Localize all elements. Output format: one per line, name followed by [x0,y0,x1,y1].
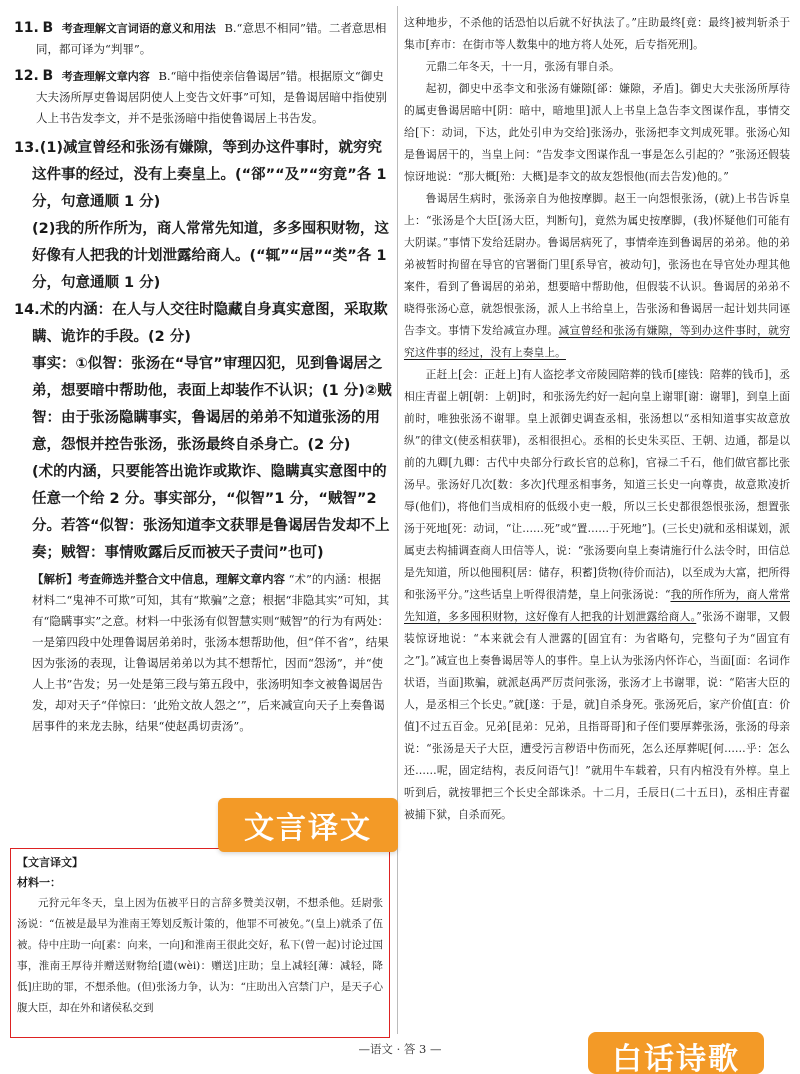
paragraph-text-end: ”张汤不谢罪，又假装惊讶地说：“本来就会有人泄露的[固宜有：为省略句，完整句子为“固宜有之”]。”减宣也上奏鲁谒居等人的事件。皇上认为张汤内怀诈心，当面[面：名词作状语，当面]欺骗，就派赵禹严厉责问张汤，张汤才上书谢罪，说：“陷害大臣的人，是丞相三个长史。”就[遂：于是，就]自杀身死。张汤死后，家产价值[直：价值]不过五百金。兄弟[昆弟：兄弟，且指哥哥]和子侄们要厚葬张汤，张汤的母亲说：“张汤是天子大臣，遭受污言秽语中伤而死，怎么还厚葬呢[何……乎：怎么还……呢，固定结构，表反问语气]！”就用牛车载着，只有内棺没有外椁。皇上听到后，就按罪把三个长史全部诛杀。十二月，壬辰日(二十五日)，丞相庄青翟被捕下狱，自杀而死。 [404,610,790,821]
answer-13-part-2: (2)我的所作所为，商人常常先知道，多多囤积财物，这好像有人把我的计划泄露给商人。(“辄”“居”“类”各 1 分，句意通顺 1 分) [32,221,389,291]
paragraph-1 [404,12,790,56]
paragraph-text: 这种地步，不杀他的话恐怕以后就不好执法了。”庄助最终[竟：最终]被判斩杀于集市[弃市：在街市等人数集中的地方将人处死，后专指死刑]。 [404,16,790,51]
answer-letter: B [42,68,54,84]
question-focus: 考查理解文章内容 [61,70,150,83]
answer-14-part-3: (术的内涵，只要能答出诡诈或欺诈、隐瞒真实意图中的任意一个给 2 分。事实部分，“似智”1 分，“贼智”2 分。若答“似智：张汤知道李文获罪是鲁谒居告发却不上奏；贼智：事情败露后反而被天子责问”也可) [32,464,390,561]
answer-text: 术的内涵：在人与人交往时隐藏自身真实意图，采取欺瞒、诡诈的手段。(2 分) [32,302,388,345]
analysis-title: 考查筛选并整合文中信息，理解文章内容 [78,572,285,586]
paragraph-2: 元鼎二年冬天，十一月，张汤有罪自杀。 [425,60,620,73]
column-divider [397,6,398,1034]
question-number: 11. [14,20,39,36]
question-number: 13. [14,140,40,156]
baihua-poetry-badge: 白话诗歌 [588,1032,764,1074]
answer-13-part-1 [14,135,392,216]
answer-14 [14,297,392,567]
paragraph-4 [404,188,790,364]
paragraph-5 [404,364,790,826]
translation-box [10,848,390,1038]
answer-11 [14,18,392,60]
answer-text: (1)减宣曾经和张汤有嫌隙，等到办这件事时，就穷究这件事的经过，没有上奏皇上。(“郤”“及”“穷竟”各 1 分，句意通顺 1 分) [32,140,387,210]
page-footer: —语文 · 答 3 — [358,1042,442,1056]
analysis [14,569,392,737]
answer-letter: B [42,20,54,36]
answer-13 [14,135,392,297]
paragraph-3: 起初，御史中丞李文和张汤有嫌隙[郤：嫌隙，矛盾]。御史大夫张汤所厚待的属吏鲁谒居暗中[阴：暗中，暗地里]派人上书皇上急告李文图谋作乱，事情交给[下：动词，下达，此处引申为交给]张汤办，张汤把李文判成死罪。张汤心知是鲁谒居干的，当皇上问：“告发李文图谋作乱一事是怎么引起的？”张汤还假装惊讶地说：“那大概[殆：大概]是李文的故友怨恨他(而去告发)他的。” [404,82,790,183]
analysis-label: 【解析】 [32,572,78,586]
translation-header: 【文言译文】 [17,856,83,869]
analysis-body: “术”的内涵：根据材料二“鬼神不可欺”可知，其有“欺骗”之意；根据“非隐其实”可知，其有“隐瞒事实”之意。材料一中张汤有似智慧实则“贼智”的行为有两处：一是第四段中处理鲁谒居弟弟时，张汤本想帮助他，但“佯不省”，结果因为张汤的表现，让鲁谒居弟弟以为其不想帮忙，因而“怨汤”，并“使人上书”告发；另一处是第三段与第五段中，张汤明知李文被鲁谒居告发，却对天子“佯惊曰：‘此殆文故人怨之’”，后来减宣向天子上奏鲁谒居事件的来龙去脉，结果“使赵禹切责汤”。 [32,572,390,733]
answer-detail: B.“暗中指使亲信鲁谒居”错。根据原文“御史大夫汤所厚吏鲁谒居阴使人上变告文奸事”可知，是鲁谒居暗中指使别人上书告发李文，并不是张汤暗中指使鲁谒居上书告发。 [36,69,387,125]
paragraph-text: 鲁谒居生病时，张汤亲自为他按摩脚。赵王一向怨恨张汤，(就)上书告诉皇上：“张汤是个大臣[汤大臣，判断句]，竟然为属史按摩脚，(我)怀疑他们可能有大阴谋。”事情下发给廷尉办。鲁谒居病死了，事情牵连到鲁谒居的弟弟。他的弟弟被暂时拘留在导官的官署衙门里[系导官，被动句]，张汤也在导官处办理其他案件，看到了鲁谒居的弟弟，想要暗中帮助他，但假装不认识。鲁谒居的弟弟不晓得张汤心意，就怨恨张汤，派人上书给皇上，告张汤和鲁谒居一起计划共同诬告李文。事情下发给减宣办理。 [404,192,790,337]
question-number: 14. [14,302,40,318]
underlined-sentence: 我的所作所为，商人常常先知道，多多囤积财物，这好像有人把我的计划泄露给商人。 [404,588,790,623]
underlined-sentence: 减宣曾经和张汤有嫌隙，等到办这件事时，就穷究这件事的经过，没有上奏皇上。 [404,324,790,359]
material-label: 材料一： [17,876,61,889]
question-number: 12. [14,68,39,84]
paragraph-text: 正赶上[会：正赶上]有人盗挖孝文帝陵园陪葬的钱币[瘗钱：陪葬的钱币]，丞相庄青翟上朝[朝：上朝]时，和张汤先约好一起向皇上谢罪[谢：谢罪]，到皇上面前时，唯独张汤不谢罪。皇上派御史调查丞相，张汤想以“丞相知道事实故意放纵”的律文(使丞相获罪)，丞相很担心。丞相的长史朱买臣、王朝、边通，都是以前的九卿[九卿：古代中央部分行政长官的总称]，官禄二千石，他们做官都比张汤早。张汤好几次[数：多次]代理丞相事务，知道三长史一向尊贵，故意欺凌折辱(他们)，将他们当成相府的低级小吏一般，所以三长史都很怨恨张汤，想置张汤于死地[死：动词，“让……死”或“置……于死地”]。(三长史)就和丞相谋划，派属吏去构捕调查商人田信等人，说：“张汤要向皇上奏请施行什么法令时，田信总是先知道，所以他囤积[居：储存，积蓄]货物(待价而沽)，以至成为大富，把所得和张汤平分。”这些话皇上听得很清楚，皇上问张汤说：“ [404,368,790,601]
translation-text: 元狩元年冬天，皇上因为伍被平日的言辞多赞美汉朝，不想杀他。廷尉张汤说：“伍被是最早为淮南王筹划反叛计策的，他罪不可被免。”(皇上)就杀了伍被。侍中庄助一向[素：向来，一向]和淮南王很此交好，私下(曾一起)讨论过国事，淮南王厚待并赠送财物给[遗(wèi)：赠送]庄助；皇上减轻[薄：减轻，降低]庄助的罪，不想杀他。(但)张汤力争，认为：“庄助出入宫禁门户，是天子心腹大臣，却在外和诸侯私交到 [17,897,383,1014]
answer-12 [14,66,392,129]
right-column [404,0,790,1040]
answer-14-part-1 [14,297,392,351]
question-focus: 考查理解文言词语的意义和用法 [61,22,216,35]
answer-14-part-2: 事实：①似智：张汤在“导官”审理囚犯，见到鲁谒居之弟，想要暗中帮助他，表面上却装作不认识；(1 分)②贼智：由于张汤隐瞒事实，鲁谒居的弟弟不知道张汤的用意，怨恨并控告张汤，张汤最终自杀身亡。(2 分) [32,356,392,453]
wenyan-translation-badge: 文言译文 [218,798,398,852]
answer-detail: B.“意思不相同”错。二者意思相同，都可译为“判罪”。 [36,21,387,56]
